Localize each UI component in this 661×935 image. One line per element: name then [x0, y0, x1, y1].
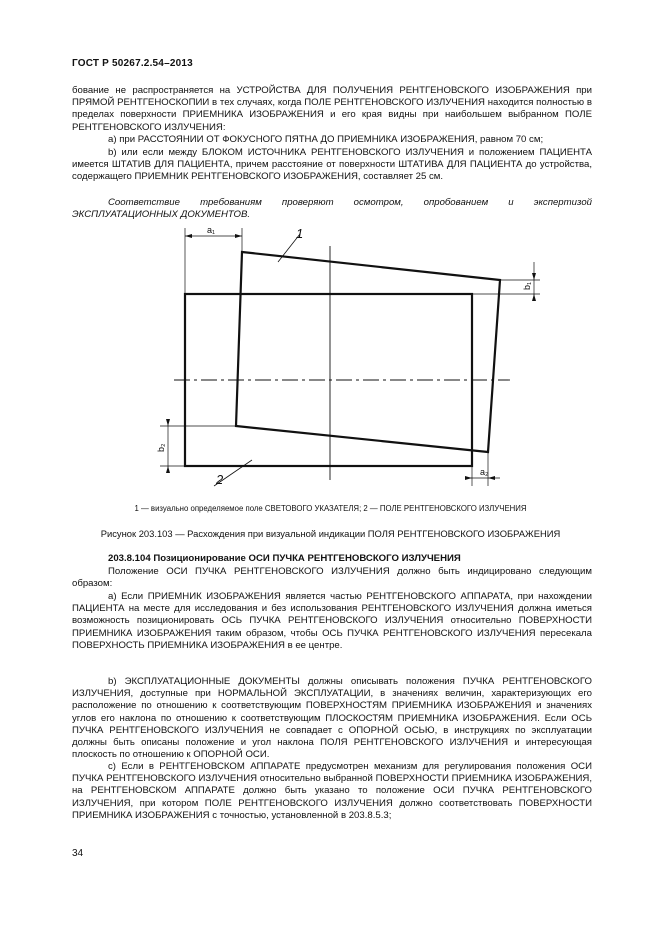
paragraph-continuation: бование не распространяется на УСТРОЙСТВА ДЛЯ ПОЛУЧЕНИЯ РЕНТГЕНОВСКОГО ИЗОБРАЖЕНИЯ при ПРЯМОЙ РЕНТГЕНОСКОПИИ в тех случаях, когда ПОЛЕ РЕНТГЕНОВСКОГО ИЗЛУЧЕНИЯ находится полностью в пределах поверхности ПРИЕМНИКА ИЗОБРАЖЕНИЯ и его края видны при наибольшем выбранном ПОЛЕ РЕНТГЕНОВСКОГО ИЗЛУЧЕНИЯ:: [72, 85, 592, 133]
figure-legend: 1 — визуально определяемое поле СВЕТОВОГО УКАЗАТЕЛЯ; 2 — ПОЛЕ РЕНТГЕНОВСКОГО ИЗЛУЧЕНИЯ: [134, 504, 527, 513]
section-item-c: c) Если в РЕНТГЕНОВСКОМ АППАРАТЕ предусмотрен механизм для регулирования положения ОСИ ПУЧКА РЕНТГЕНОВСКОГО ИЗЛУЧЕНИЯ относительно выбранной ПОВЕРХНОСТИ ПРИЕМНИКА ИЗОБРАЖЕНИЯ, на РЕНТГЕНОВСКОМ АППАРАТЕ должно быть указано то положение ОСИ ПУЧКА РЕНТГЕНОВСКОГО ИЗЛУЧЕНИЯ, при котором ПОЛЕ РЕНТГЕНОВСКОГО ИЗЛУЧЕНИЯ должно соответствовать ПОВЕРХНОСТИ ПРИЕМНИКА ИЗОБРАЖЕНИЯ с точностью, установленной в 203.8.5.3;: [72, 761, 592, 821]
dim-a2: a₂: [480, 467, 489, 477]
light-field-quad: [236, 252, 500, 452]
section-item-a: а) Если ПРИЕМНИК ИЗОБРАЖЕНИЯ является частью РЕНТГЕНОВСКОГО АППАРАТА, при нахождении ПАЦИЕНТА на месте для исследования и без использования РЕНТГЕНОВСКОГО ИЗЛУЧЕНИЯ должна иметься возможность позиционировать ОСЬ ПУЧКА РЕНТГЕНОВСКОГО ИЗЛУЧЕНИЯ относительно ПОВЕРХНОСТИ ПРИЕМНИКА ИЗОБРАЖЕНИЯ таким образом, чтобы ОСЬ ПУЧКА РЕНТГЕНОВСКОГО ИЗЛУЧЕНИЯ пересекала ПОВЕРХНОСТЬ ПРИЕМНИКА ИЗОБРАЖЕНИЯ в ее центре.: [72, 591, 592, 651]
page-number: 34: [72, 848, 84, 859]
section-intro: Положение ОСИ ПУЧКА РЕНТГЕНОВСКОГО ИЗЛУЧЕНИЯ должно быть индицировано следующим образом:: [72, 566, 592, 590]
figure-caption: Рисунок 203.103 — Расхождения при визуальной индикации ПОЛЯ РЕНТГЕНОВСКОГО ИЗОБРАЖЕНИЯ: [100, 528, 561, 539]
label-2: 2: [216, 472, 224, 487]
section-item-b: b) ЭКСПЛУАТАЦИОННЫЕ ДОКУМЕНТЫ должны описывать положения ПУЧКА РЕНТГЕНОВСКОГО ИЗЛУЧЕНИЯ, доступные при НОРМАЛЬНОЙ ЭКСПЛУАТАЦИИ, в значениях величин, характеризующих его расположение по отношению к соответствующим ПОВЕРХНОСТЯМ ПРИЕМНИКА ИЗОБРАЖЕНИЯ и значениях углов его наклона по отношению к соответствующим ПЛОСКОСТЯМ ПРИЕМНИКА ИЗОБРАЖЕНИЯ. Если ОСЬ ПУЧКА РЕНТГЕНОВСКОГО ИЗЛУЧЕНИЯ не совпадает с ОПОРНОЙ ОСЬЮ, в инструкциях по эксплуатации должны быть описаны положение и угол наклона ПОЛЯ РЕНТГЕНОВСКОГО ИЗЛУЧЕНИЯ и интересующая плоскость по отношению к ОПОРНОЙ ОСИ.: [72, 676, 592, 761]
dim-a1: a₁: [207, 225, 216, 235]
document-header: ГОСТ Р 50267.2.54–2013: [72, 58, 193, 69]
section-heading: 203.8.104 Позиционирование ОСИ ПУЧКА РЕНТГЕНОВСКОГО ИЗЛУЧЕНИЯ: [108, 553, 461, 564]
dim-b2: b₂: [156, 443, 166, 452]
list-item-b: b) или если между БЛОКОМ ИСТОЧНИКА РЕНТГЕНОВСКОГО ИЗЛУЧЕНИЯ и положением ПАЦИЕНТА имеется ШТАТИВ ДЛЯ ПАЦИЕНТА, причем расстояние от поверхности ШТАТИВА ДЛЯ ПАЦИЕНТА до устройства, содержащего ПРИЕМНИК РЕНТГЕНОВСКОГО ИЗОБРАЖЕНИЯ, составляет 25 см.: [72, 147, 592, 183]
label-1: 1: [296, 226, 304, 241]
compliance-note: Соответствие требованиям проверяют осмотром, опробованием и экспертизой ЭКСПЛУАТАЦИОННЫХ ДОКУМЕНТОВ.: [72, 197, 592, 221]
dim-b1: b₁: [522, 281, 532, 290]
list-item-a: а) при РАССТОЯНИИ ОТ ФОКУСНОГО ПЯТНА ДО ПРИЕМНИКА ИЗОБРАЖЕНИЯ, равном 70 см;: [108, 134, 544, 145]
